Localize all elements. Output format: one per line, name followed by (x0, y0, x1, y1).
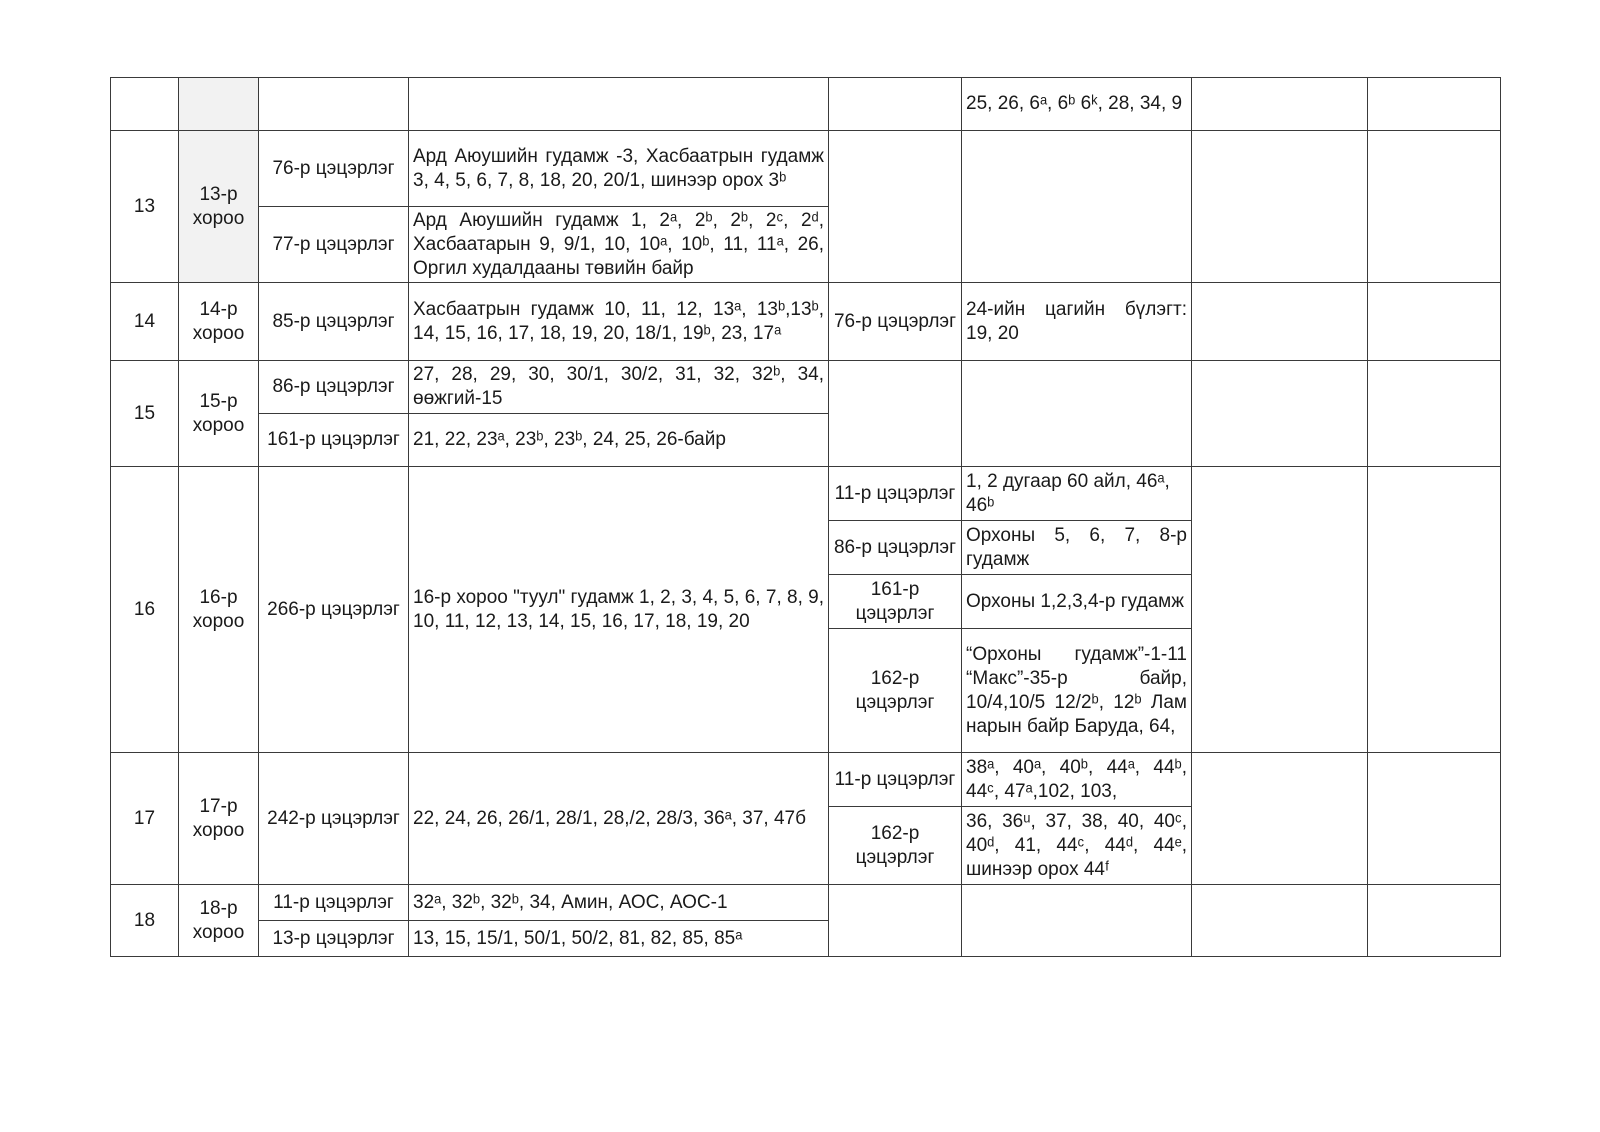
other-address-cell: “Орхоны гудамж”-1-11 “Макс”-35-р байр, 10/4,10/5 12/2ᵇ, 12ᵇ Лам нарын байр Баруда, 64, (962, 629, 1192, 753)
address-cell: 22, 24, 26, 26/1, 28/1, 28,/2, 28/3, 36ᵃ, 37, 47б (409, 753, 829, 885)
address-cell: Хасбаатрын гудамж 10, 11, 12, 13ᵃ, 13ᵇ,13ᵇ, 14, 15, 16, 17, 18, 19, 20, 18/1, 19ᵇ, 23, 17ᵃ (409, 283, 829, 361)
other-kindergarten-cell: 162-р цэцэрлэг (829, 807, 962, 885)
address-cell: 16-р хороо "туул" гудамж 1, 2, 3, 4, 5, 6, 7, 8, 9, 10, 11, 12, 13, 14, 15, 16, 17, 18, 19, 20 (409, 467, 829, 753)
table-row (111, 283, 1501, 361)
other-address-cell: 38ᵃ, 40ᵃ, 40ᵇ, 44ᵃ, 44ᵇ, 44ᶜ, 47ᵃ,102, 103, (962, 753, 1192, 807)
other-kindergarten-cell: 161-р цэцэрлэг (829, 575, 962, 629)
table-row (111, 467, 1501, 521)
table-row (111, 78, 1501, 131)
district-kindergarten-table (110, 77, 1501, 957)
address-cell: 32ᵃ, 32ᵇ, 32ᵇ, 34, Амин, АОС, АОС-1 (409, 885, 829, 921)
kindergarten-cell: 77-р цэцэрлэг (259, 207, 409, 283)
other-kindergarten-cell: 86-р цэцэрлэг (829, 521, 962, 575)
kindergarten-cell: 76-р цэцэрлэг (259, 131, 409, 207)
address-cell: Ард Аюушийн гудамж -3, Хасбаатрын гудамж 3, 4, 5, 6, 7, 8, 18, 20, 20/1, шинээр орох 3ᵇ (409, 131, 829, 207)
address-cell: 27, 28, 29, 30, 30/1, 30/2, 31, 32, 32ᵇ, 34, өөжгий-15 (409, 361, 829, 414)
kindergarten-cell: 86-р цэцэрлэг (259, 361, 409, 414)
kindergarten-cell: 266-р цэцэрлэг (259, 467, 409, 753)
kindergarten-cell: 13-р цэцэрлэг (259, 921, 409, 957)
other-address-cell: Орхоны 5, 6, 7, 8-р гудамж (962, 521, 1192, 575)
table-row (111, 885, 1501, 921)
table-row (111, 131, 1501, 207)
horoo-cell: 13-р хороо (179, 131, 259, 283)
other-kindergarten-cell: 76-р цэцэрлэг (829, 283, 962, 361)
other-address-cell: 36, 36ᵘ, 37, 38, 40, 40ᶜ, 40ᵈ, 41, 44ᶜ, 44ᵈ, 44ᵉ, шинээр орох 44ᶠ (962, 807, 1192, 885)
table-row (111, 361, 1501, 414)
address-cell: 21, 22, 23ᵃ, 23ᵇ, 23ᵇ, 24, 25, 26-байр (409, 414, 829, 467)
address-cell: Ард Аюушийн гудамж 1, 2ᵃ, 2ᵇ, 2ᵇ, 2ᶜ, 2ᵈ, Хасбаатарын 9, 9/1, 10, 10ᵃ, 10ᵇ, 11, 11ᵃ, 26, Оргил худалдааны төвийн байр (409, 207, 829, 283)
row-number: 14 (111, 283, 179, 361)
horoo-cell: 15-р хороо (179, 361, 259, 467)
other-address-cell: Орхоны 1,2,3,4-р гудамж (962, 575, 1192, 629)
other-address-cell: 24-ийн цагийн бүлэгт: 19, 20 (962, 283, 1192, 361)
kindergarten-cell: 11-р цэцэрлэг (259, 885, 409, 921)
horoo-cell: 17-р хороо (179, 753, 259, 885)
row-number: 17 (111, 753, 179, 885)
address-cell: 13, 15, 15/1, 50/1, 50/2, 81, 82, 85, 85ᵃ (409, 921, 829, 957)
kindergarten-cell: 161-р цэцэрлэг (259, 414, 409, 467)
table-cell: 25, 26, 6ᵃ, 6ᵇ 6ᵏ, 28, 34, 9 (962, 78, 1192, 131)
kindergarten-cell: 242-р цэцэрлэг (259, 753, 409, 885)
other-kindergarten-cell: 11-р цэцэрлэг (829, 467, 962, 521)
other-kindergarten-cell: 11-р цэцэрлэг (829, 753, 962, 807)
horoo-cell: 14-р хороо (179, 283, 259, 361)
horoo-cell: 18-р хороо (179, 885, 259, 957)
row-number: 16 (111, 467, 179, 753)
row-number: 18 (111, 885, 179, 957)
other-kindergarten-cell: 162-р цэцэрлэг (829, 629, 962, 753)
table-row (111, 753, 1501, 807)
row-number: 13 (111, 131, 179, 283)
other-address-cell: 1, 2 дугаар 60 айл, 46ᵃ, 46ᵇ (962, 467, 1192, 521)
row-number: 15 (111, 361, 179, 467)
kindergarten-cell: 85-р цэцэрлэг (259, 283, 409, 361)
horoo-cell: 16-р хороо (179, 467, 259, 753)
